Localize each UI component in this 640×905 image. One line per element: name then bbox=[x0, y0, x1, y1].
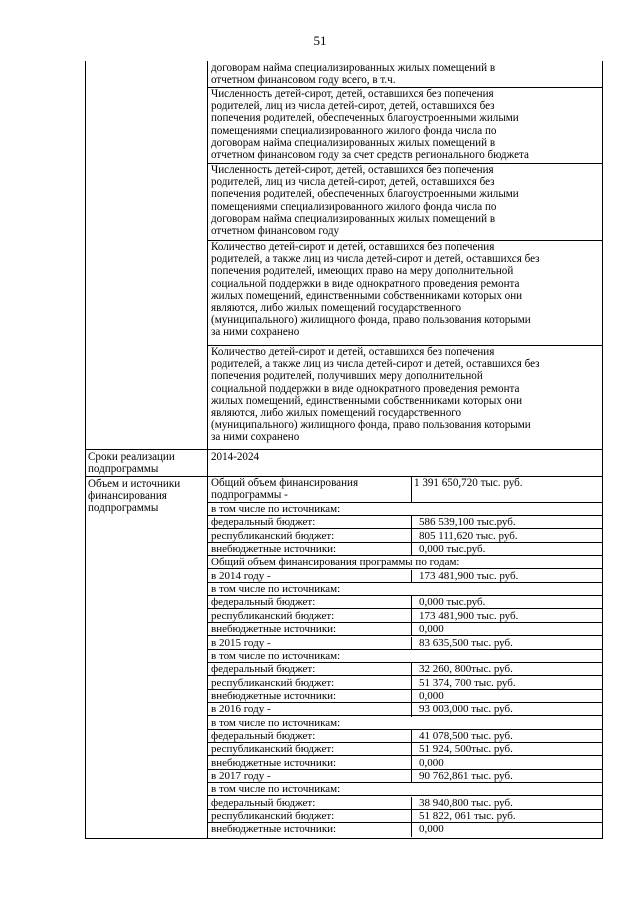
financing-row-value: 32 260, 800тыс. руб. bbox=[419, 663, 513, 676]
financing-row-label: внебюджетные источники: bbox=[211, 623, 337, 636]
financing-row-label: в том числе по источникам: bbox=[211, 649, 341, 662]
financing-row bbox=[208, 570, 602, 582]
indicator-text-1: договорам найма специализированных жилых помещений в отчетном финансовом году всего, в т.ч. bbox=[211, 62, 496, 87]
financing-row bbox=[208, 743, 602, 755]
financing-row-value: 805 111,620 тыс. руб. bbox=[419, 529, 518, 542]
financing-row-label: в том числе по источникам: bbox=[211, 503, 341, 515]
financing-row-value: 93 003,000 тыс. руб. bbox=[419, 703, 513, 716]
financing-row-label: республиканский бюджет: bbox=[211, 810, 335, 823]
page-number: 51 bbox=[313, 33, 327, 48]
financing-row bbox=[208, 556, 602, 568]
financing-row-value: 51 822, 061 тыс. руб. bbox=[419, 810, 516, 823]
financing-row-label: в том числе по источникам: bbox=[211, 716, 341, 729]
financing-row bbox=[208, 677, 602, 689]
financing-row-value: 0,000 bbox=[419, 689, 444, 702]
financing-row-value: 0,000 bbox=[419, 756, 444, 769]
indicator-text-2: Численность детей-сирот, детей, оставшихся без попечения родителей, лиц из числа детей-сирот, детей, оставшихся без попечения родителей, обеспеченных благоустроенными жилыми помещениями специализированного жилого фонда числа по договорам найма специализированных жилых помещений в отчетном финансовом году за счет средств регионального бюджета bbox=[211, 88, 529, 162]
financing-row bbox=[208, 757, 602, 769]
financing-row-label: в 2016 году - bbox=[211, 703, 271, 716]
financing-row-label: федеральный бюджет: bbox=[211, 796, 316, 809]
financing-row-value: 38 940,800 тыс. руб. bbox=[419, 796, 513, 809]
financing-row-label: федеральный бюджет: bbox=[211, 663, 316, 676]
financing-row-value: 0,000 bbox=[419, 623, 444, 636]
indicator-text-4: Количество детей-сирот и детей, оставшихся без попечения родителей, а также лиц из числа детей-сирот и детей, оставшихся без попечения родителей, имеющих право на меру дополнительной социальной поддержки в виде однократного проведения ремонта жилых помещений, единственными собственниками которых они являются, либо жилых помещений государственного (муниципального) жилищного фонда, право пользования которыми за ними сохранено bbox=[211, 241, 540, 339]
financing-row-value: 51 924, 500тыс. руб. bbox=[419, 743, 513, 756]
financing-row-value: 90 762,861 тыс. руб. bbox=[419, 770, 513, 782]
financing-row-value: 173 481,900 тыс. руб. bbox=[419, 569, 519, 582]
financing-row-value: 173 481,900 тыс. руб. bbox=[419, 609, 519, 622]
financing-row bbox=[208, 717, 602, 729]
financing-row-label: федеральный бюджет: bbox=[211, 516, 316, 529]
financing-row-value: 41 078,500 тыс. руб. bbox=[419, 729, 513, 742]
financing-row-label: федеральный бюджет: bbox=[211, 596, 316, 609]
row-divider bbox=[86, 449, 602, 450]
financing-row-label: внебюджетные источники: bbox=[211, 543, 337, 556]
indicator-text-3: Численность детей-сирот, детей, оставшихся без попечения родителей, лиц из числа детей-сирот, детей, оставшихся без попечения родителей, обеспеченных благоустроенными жилыми помещениями специализированного жилого фонда числа по договорам найма специализированных жилых помещений в отчетном финансовом году bbox=[211, 164, 519, 238]
financing-row bbox=[208, 530, 602, 542]
financing-label: Объем и источники финансирования подпрограммы bbox=[88, 478, 181, 514]
financing-row-label: республиканский бюджет: bbox=[211, 529, 335, 542]
financing-row bbox=[208, 610, 602, 622]
financing-row-value: 586 539,100 тыс.руб. bbox=[419, 516, 516, 529]
financing-total-label: Общий объем финансирования подпрограммы - bbox=[211, 477, 359, 502]
financing-row bbox=[208, 730, 602, 742]
financing-row bbox=[208, 797, 602, 809]
financing-row-value: 0,000 тыс.руб. bbox=[419, 596, 486, 609]
financing-row bbox=[208, 637, 602, 649]
financing-row-label: в том числе по источникам: bbox=[211, 783, 341, 796]
financing-row bbox=[208, 783, 602, 795]
financing-row bbox=[208, 703, 602, 715]
financing-row-label: внебюджетные источники: bbox=[211, 689, 337, 702]
financing-row bbox=[208, 663, 602, 675]
financing-row bbox=[208, 770, 602, 782]
financing-row-label: в 2017 году - bbox=[211, 770, 271, 782]
financing-row bbox=[208, 596, 602, 608]
financing-row-label: в 2014 году - bbox=[211, 569, 271, 582]
financing-row-value: 51 374, 700 тыс. руб. bbox=[419, 676, 516, 689]
financing-row bbox=[208, 823, 602, 835]
financing-total-value: 1 391 650,720 тыс. руб. bbox=[414, 477, 523, 489]
financing-row-label: в 2015 году - bbox=[211, 636, 271, 649]
terms-label: Сроки реализации подпрограммы bbox=[88, 451, 175, 475]
financing-row bbox=[208, 503, 602, 515]
column-divider bbox=[411, 477, 412, 502]
financing-row-label: республиканский бюджет: bbox=[211, 743, 335, 756]
financing-row bbox=[208, 650, 602, 662]
terms-value: 2014-2024 bbox=[211, 451, 260, 463]
financing-row-label: Общий объем финансирования программы по годам: bbox=[211, 556, 460, 569]
financing-row-label: федеральный бюджет: bbox=[211, 729, 316, 742]
financing-row-value: 83 635,500 тыс. руб. bbox=[419, 636, 513, 649]
financing-row bbox=[208, 583, 602, 595]
financing-row bbox=[208, 623, 602, 635]
column-divider bbox=[411, 823, 412, 836]
financing-row bbox=[208, 543, 602, 555]
indicator-text-5: Количество детей-сирот и детей, оставшихся без попечения родителей, а также лиц из числа детей-сирот и детей, оставшихся без попечения родителей, получивших меру дополнительной социальной поддержки в виде однократного проведения ремонта жилых помещений, единственными собственниками которых они являются, либо жилых помещений государственного (муниципального) жилищного фонда, право пользования которыми за ними сохранено bbox=[211, 346, 540, 444]
financing-row-label: в том числе по источникам: bbox=[211, 583, 341, 596]
financing-row-label: республиканский бюджет: bbox=[211, 676, 335, 689]
financing-row bbox=[208, 516, 602, 528]
financing-row-label: внебюджетные источники: bbox=[211, 756, 337, 769]
financing-row-value: 0,000 тыс.руб. bbox=[419, 543, 486, 556]
financing-row bbox=[208, 810, 602, 822]
financing-row-label: внебюджетные источники: bbox=[211, 823, 337, 836]
financing-row bbox=[208, 690, 602, 702]
financing-row-label: республиканский бюджет: bbox=[211, 609, 335, 622]
financing-row-value: 0,000 bbox=[419, 823, 444, 836]
